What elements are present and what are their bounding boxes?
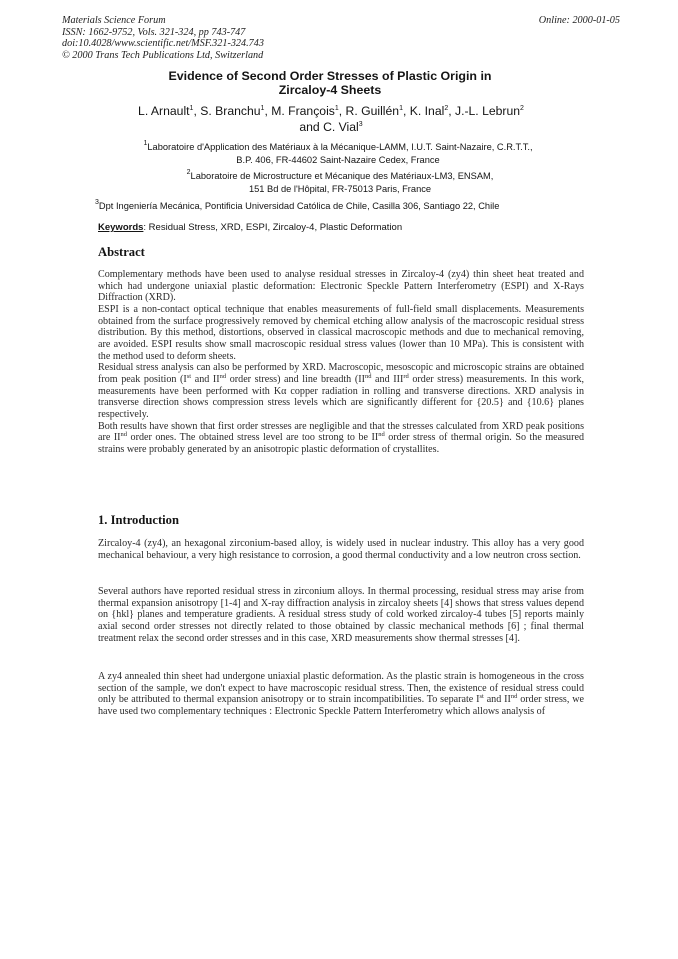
ordinal-sup: nd [510, 693, 518, 701]
text-run: order stress of thermal origin. So the measured strains were probably generated by an anisotropic plastic deformation of crystallites. [98, 432, 584, 455]
author-affil-mark: 1 [334, 105, 339, 112]
affil-mark: 3 [95, 199, 99, 206]
paper-title [100, 69, 560, 97]
introduction-heading: 1. Introduction [98, 513, 179, 527]
author-affil-mark: 1 [189, 105, 194, 112]
keywords-text: Residual Stress, XRD, ESPI, Zircaloy-4, Plastic Deformation [146, 222, 403, 233]
running-header [62, 15, 264, 61]
author-name: , S. Branchu [193, 104, 261, 118]
author-name: , K. Inal [402, 104, 445, 118]
author-line-1 [90, 104, 572, 120]
ordinal-sup: nd [378, 431, 385, 439]
author-list [90, 104, 572, 135]
abstract-paragraph: ESPI is a non-contact optical technique that enables measurements of full-field small displacements. Measurements obtained from the surface progressively removed by chemical etching allow analysis of the macroscopic residual stress distribution. By this method, distortions, observed in classical macroscopic methods and due to mechanical removing, are avoided. ESPI results show small macroscopic residual stress values (lower than 10 MPa). This is consistent with the method used to deform sheets. [98, 303, 584, 362]
ordinal-sup: nd [364, 372, 372, 380]
affiliation-1 [98, 141, 578, 166]
introduction-paragraph-3 [98, 671, 584, 718]
affiliation-2-line-2: 151 Bd de l'Hôpital, FR-75013 Paris, France [248, 183, 432, 194]
text-run: order stress, we have used two complementary techniques : Electronic Speckle Pattern Interferometry which allows analysis of [98, 694, 585, 717]
author-line-2 [90, 120, 572, 136]
text-run: order stress) measurements. In this work, measurements have been performed with Kα copper radiation in rolling and transverse directions. XRD analysis in transverse direction shows compression stress levels which are significantly different for {20.5} and {10.6} planes respectively. [98, 373, 585, 420]
affiliation-1-line-1 [98, 141, 578, 154]
author-name: , R. Guillén [338, 104, 400, 118]
introduction-paragraph-2 [98, 586, 584, 644]
ordinal-sup: nd [219, 372, 227, 380]
keywords-line [98, 222, 402, 233]
author-name: L. Arnault [138, 104, 190, 118]
affiliation-3 [95, 200, 595, 213]
abstract-paragraph [98, 421, 584, 456]
affiliation-2 [128, 170, 552, 195]
ordinal-sup: rd [403, 372, 409, 380]
text-run: Both results have shown that first order stresses are negligible and that the stresses calculated from XRD peak positions are II [98, 420, 584, 444]
abstract-body [98, 269, 584, 456]
author-affil-mark: 1 [260, 105, 265, 112]
paragraph-text [98, 671, 584, 718]
abstract-paragraph: Complementary methods have been used to analyse residual stresses in Zircaloy-4 (zy4) thin sheet heat treated and which had undergone uniaxial plastic deformation: Electronic Speckle Pattern Interferometry (ESPI) and X-Rays Diffraction (XRD). [98, 269, 584, 304]
introduction-paragraph-1 [98, 538, 584, 561]
ordinal-sup: st [479, 693, 484, 701]
author-name: , J.-L. Lebrun [448, 104, 521, 118]
paragraph-text: Several authors have reported residual stress in zirconium alloys. In thermal processing, residual stress may arise from thermal expansion anisotropy [1-4] and X-ray diffraction analysis in zircaloy sheets [4] shows that stress values depend on {hkl} planes and temperature gradients. A residual stress study of cold worked zircaloy-4 tubes [5] reports mainly axial second order stresses not directly related to those obtained by classic mechanical methods [6] ; final thermal treatment relax the second order stresses and in this case, XRD measurements show thermal stresses [4]. [98, 586, 584, 644]
affiliation-text: Laboratoire d'Application des Matériaux à la Mécanique-LAMM, I.U.T. Saint-Nazaire, C.R.T.T., [147, 142, 533, 152]
affiliation-2-line-1 [128, 170, 552, 183]
issn-line: ISSN: 1662-9752, Vols. 321-324, pp 743-747 [62, 26, 246, 38]
text-run: A zy4 annealed thin sheet had undergone uniaxial plastic deformation. As the plastic strain is homogeneous in the cross section of the sample, we don't expect to have macroscopic residual stress. Then, the existence of residual stress could only be attributed to thermal expansion anisotropy or to strain incompatibilities. To separate I [98, 671, 584, 706]
paragraph-text: Zircaloy-4 (zy4), an hexagonal zirconium-based alloy, is widely used in nuclear industry. This alloy has a very good mechanical behaviour, a very high resistance to corrosion, a good thermal conductivity and a low neutron cross section. [98, 538, 584, 561]
author-affil-mark: 1 [399, 105, 403, 112]
doi-line[interactable]: doi:10.4028/www.scientific.net/MSF.321-324.743 [62, 38, 264, 50]
text-run: and III [371, 373, 404, 385]
abstract-paragraph [98, 362, 584, 420]
ordinal-sup: nd [120, 431, 128, 439]
affiliation-1-line-2: B.P. 406, FR-44602 Saint-Nazaire Cedex, France [236, 154, 440, 165]
text-run: Residual stress analysis can also be performed by XRD. Macroscopic, mesoscopic and microscopic strains are obtained from peak position (I [98, 362, 584, 385]
text-run: order ones. The obtained stress level are too strong to be II [127, 432, 379, 444]
author-affil-mark: 3 [358, 120, 363, 128]
title-line-1: Evidence of Second Order Stresses of Plastic Origin in [168, 69, 492, 83]
author-affil-mark: 2 [444, 105, 449, 112]
text-run: and II [483, 694, 511, 706]
text-run: and II [191, 373, 220, 385]
keywords-label: Keywords [98, 222, 144, 233]
affil-mark: 2 [186, 169, 191, 176]
abstract-heading: Abstract [98, 245, 145, 259]
affil-mark: 1 [143, 140, 148, 147]
author-name: and C. Vial [299, 119, 359, 134]
ordinal-sup: st [186, 372, 192, 380]
keywords-colon: : [143, 222, 147, 233]
author-name: , M. François [264, 104, 335, 118]
affiliation-text: Dpt Ingeniería Mecánica, Pontificia Universidad Católica de Chile, Casilla 306, Santiago 22, Chile [98, 201, 500, 211]
copyright-line: © 2000 Trans Tech Publications Ltd, Switzerland [62, 49, 264, 61]
affiliation-text: Laboratoire de Microstructure et Mécanique des Matériaux-LM3, ENSAM, [190, 171, 494, 181]
text-run: order stress) and line breadth (II [226, 373, 365, 385]
title-line-2: Zircaloy-4 Sheets [278, 83, 382, 98]
online-date: Online: 2000-01-05 [538, 15, 620, 26]
journal-name: Materials Science Forum [62, 15, 166, 26]
author-affil-mark: 2 [520, 105, 524, 112]
